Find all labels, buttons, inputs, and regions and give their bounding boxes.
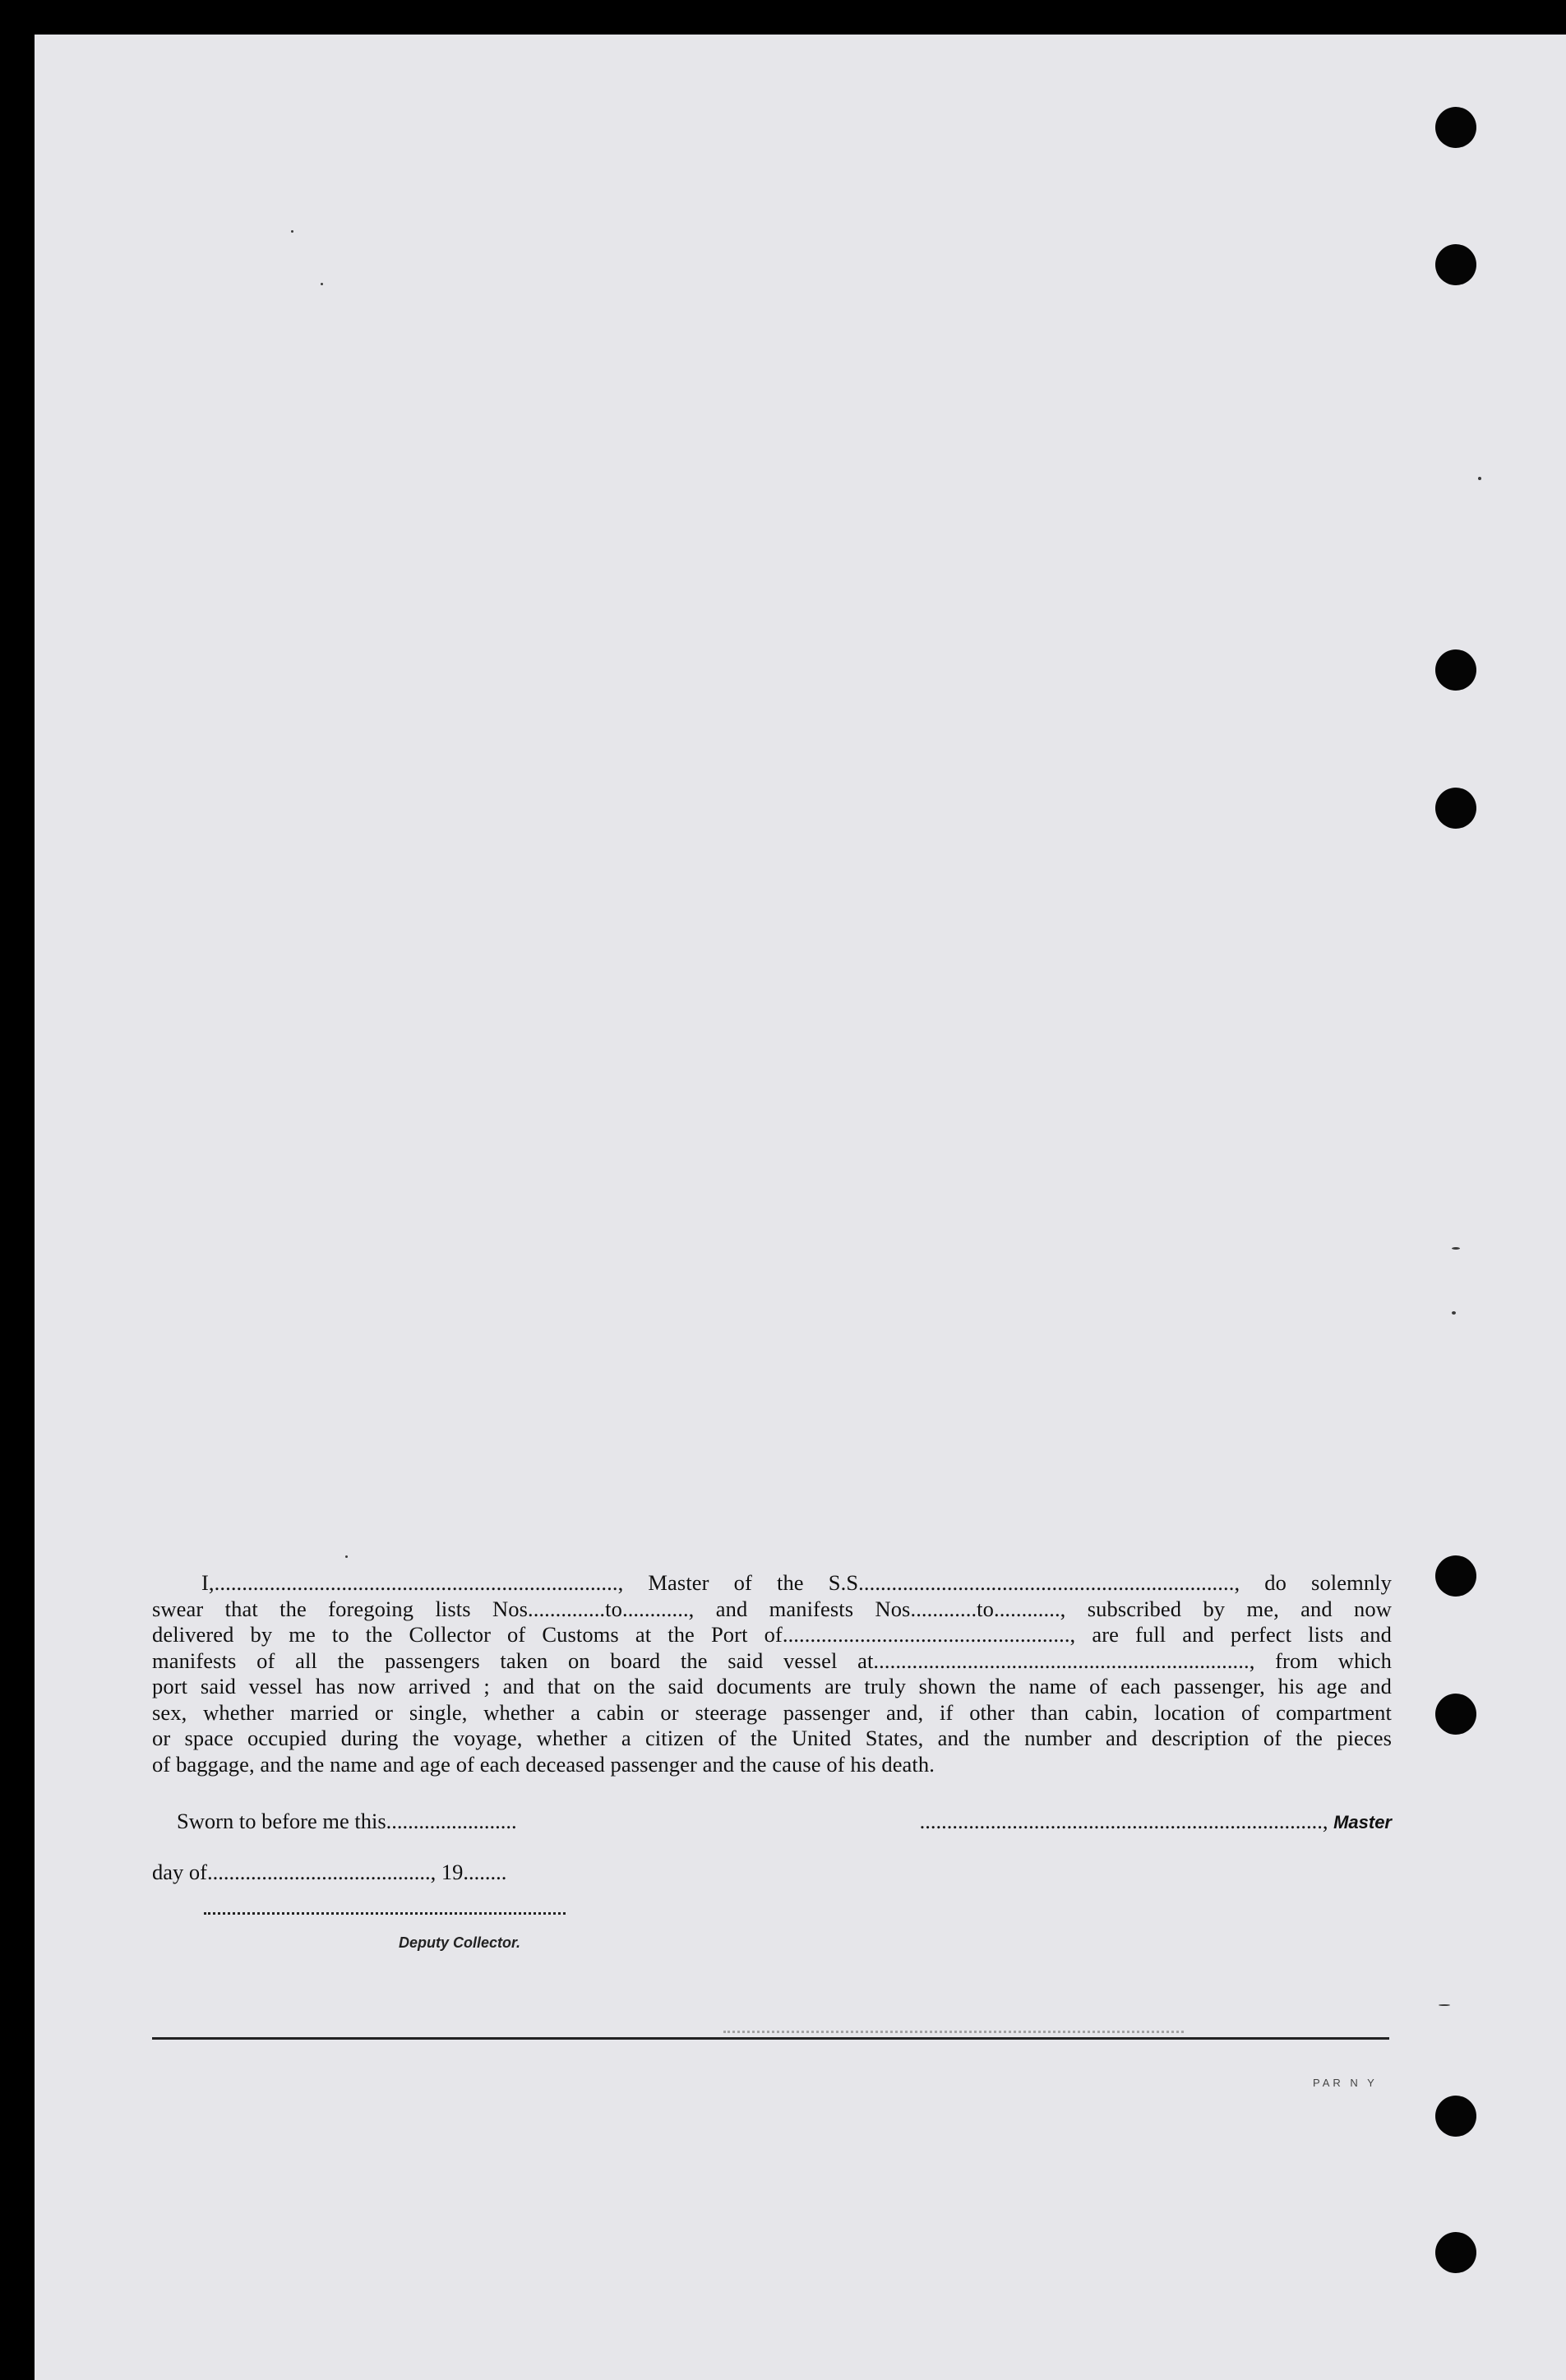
paper-speck xyxy=(1452,1311,1456,1315)
oath-paragraph xyxy=(152,1570,1392,1777)
printer-mark: PAR N Y xyxy=(1313,2077,1378,2089)
sworn-line: Sworn to before me this........................ xyxy=(177,1809,517,1833)
oath-line: sex, whether married or single, whether a cabin or steerage passenger and, if other than cabin, location of compartment xyxy=(152,1699,1392,1725)
bottom-rule-faint-print xyxy=(723,2031,1184,2038)
binder-hole xyxy=(1435,1694,1476,1735)
binder-hole xyxy=(1435,1555,1476,1597)
paper-speck xyxy=(345,1555,348,1558)
binder-hole xyxy=(1435,649,1476,691)
paper-speck xyxy=(1452,1247,1460,1250)
binder-hole xyxy=(1435,788,1476,829)
paper-speck xyxy=(1439,2004,1450,2006)
binder-hole xyxy=(1435,107,1476,148)
oath-line: port said vessel has now arrived ; and that on the said documents are truly shown the name of each passenger, his age and xyxy=(152,1674,1392,1698)
paper-speck xyxy=(321,283,323,285)
oath-line: I,........................................................................., Master of the S.S...................................................................., do solemnly xyxy=(201,1570,1392,1595)
oath-line: of baggage, and the name and age of each deceased passenger and the cause of his death. xyxy=(152,1751,935,1777)
manifest-page xyxy=(35,35,1566,2380)
master-signature-line xyxy=(886,1809,1392,1834)
binder-hole xyxy=(1435,244,1476,285)
oath-line: manifests of all the passengers taken on board the said vessel at...................................................................., from which xyxy=(152,1648,1392,1673)
binder-hole xyxy=(1435,2232,1476,2273)
day-of-line: day of........................................., 19........ xyxy=(152,1860,507,1884)
oath-line: delivered by me to the Collector of Customs at the Port of...................................................., are full and perfect lists and xyxy=(152,1622,1392,1647)
binder-hole xyxy=(1435,2096,1476,2137)
paper-speck xyxy=(291,230,293,233)
deputy-signature-line xyxy=(204,1912,566,1915)
deputy-collector-label: Deputy Collector. xyxy=(399,1934,521,1951)
oath-line: swear that the foregoing lists Nos..............to............, and manifests Nos............to............, subscribed by me, and now xyxy=(152,1596,1392,1621)
master-label: Master xyxy=(1333,1812,1392,1832)
oath-line: or space occupied during the voyage, whether a citizen of the United States, and the number and description of the pieces xyxy=(152,1726,1392,1750)
paper-speck xyxy=(1478,477,1481,480)
master-signature-dots: .........................................................................., xyxy=(919,1809,1328,1833)
